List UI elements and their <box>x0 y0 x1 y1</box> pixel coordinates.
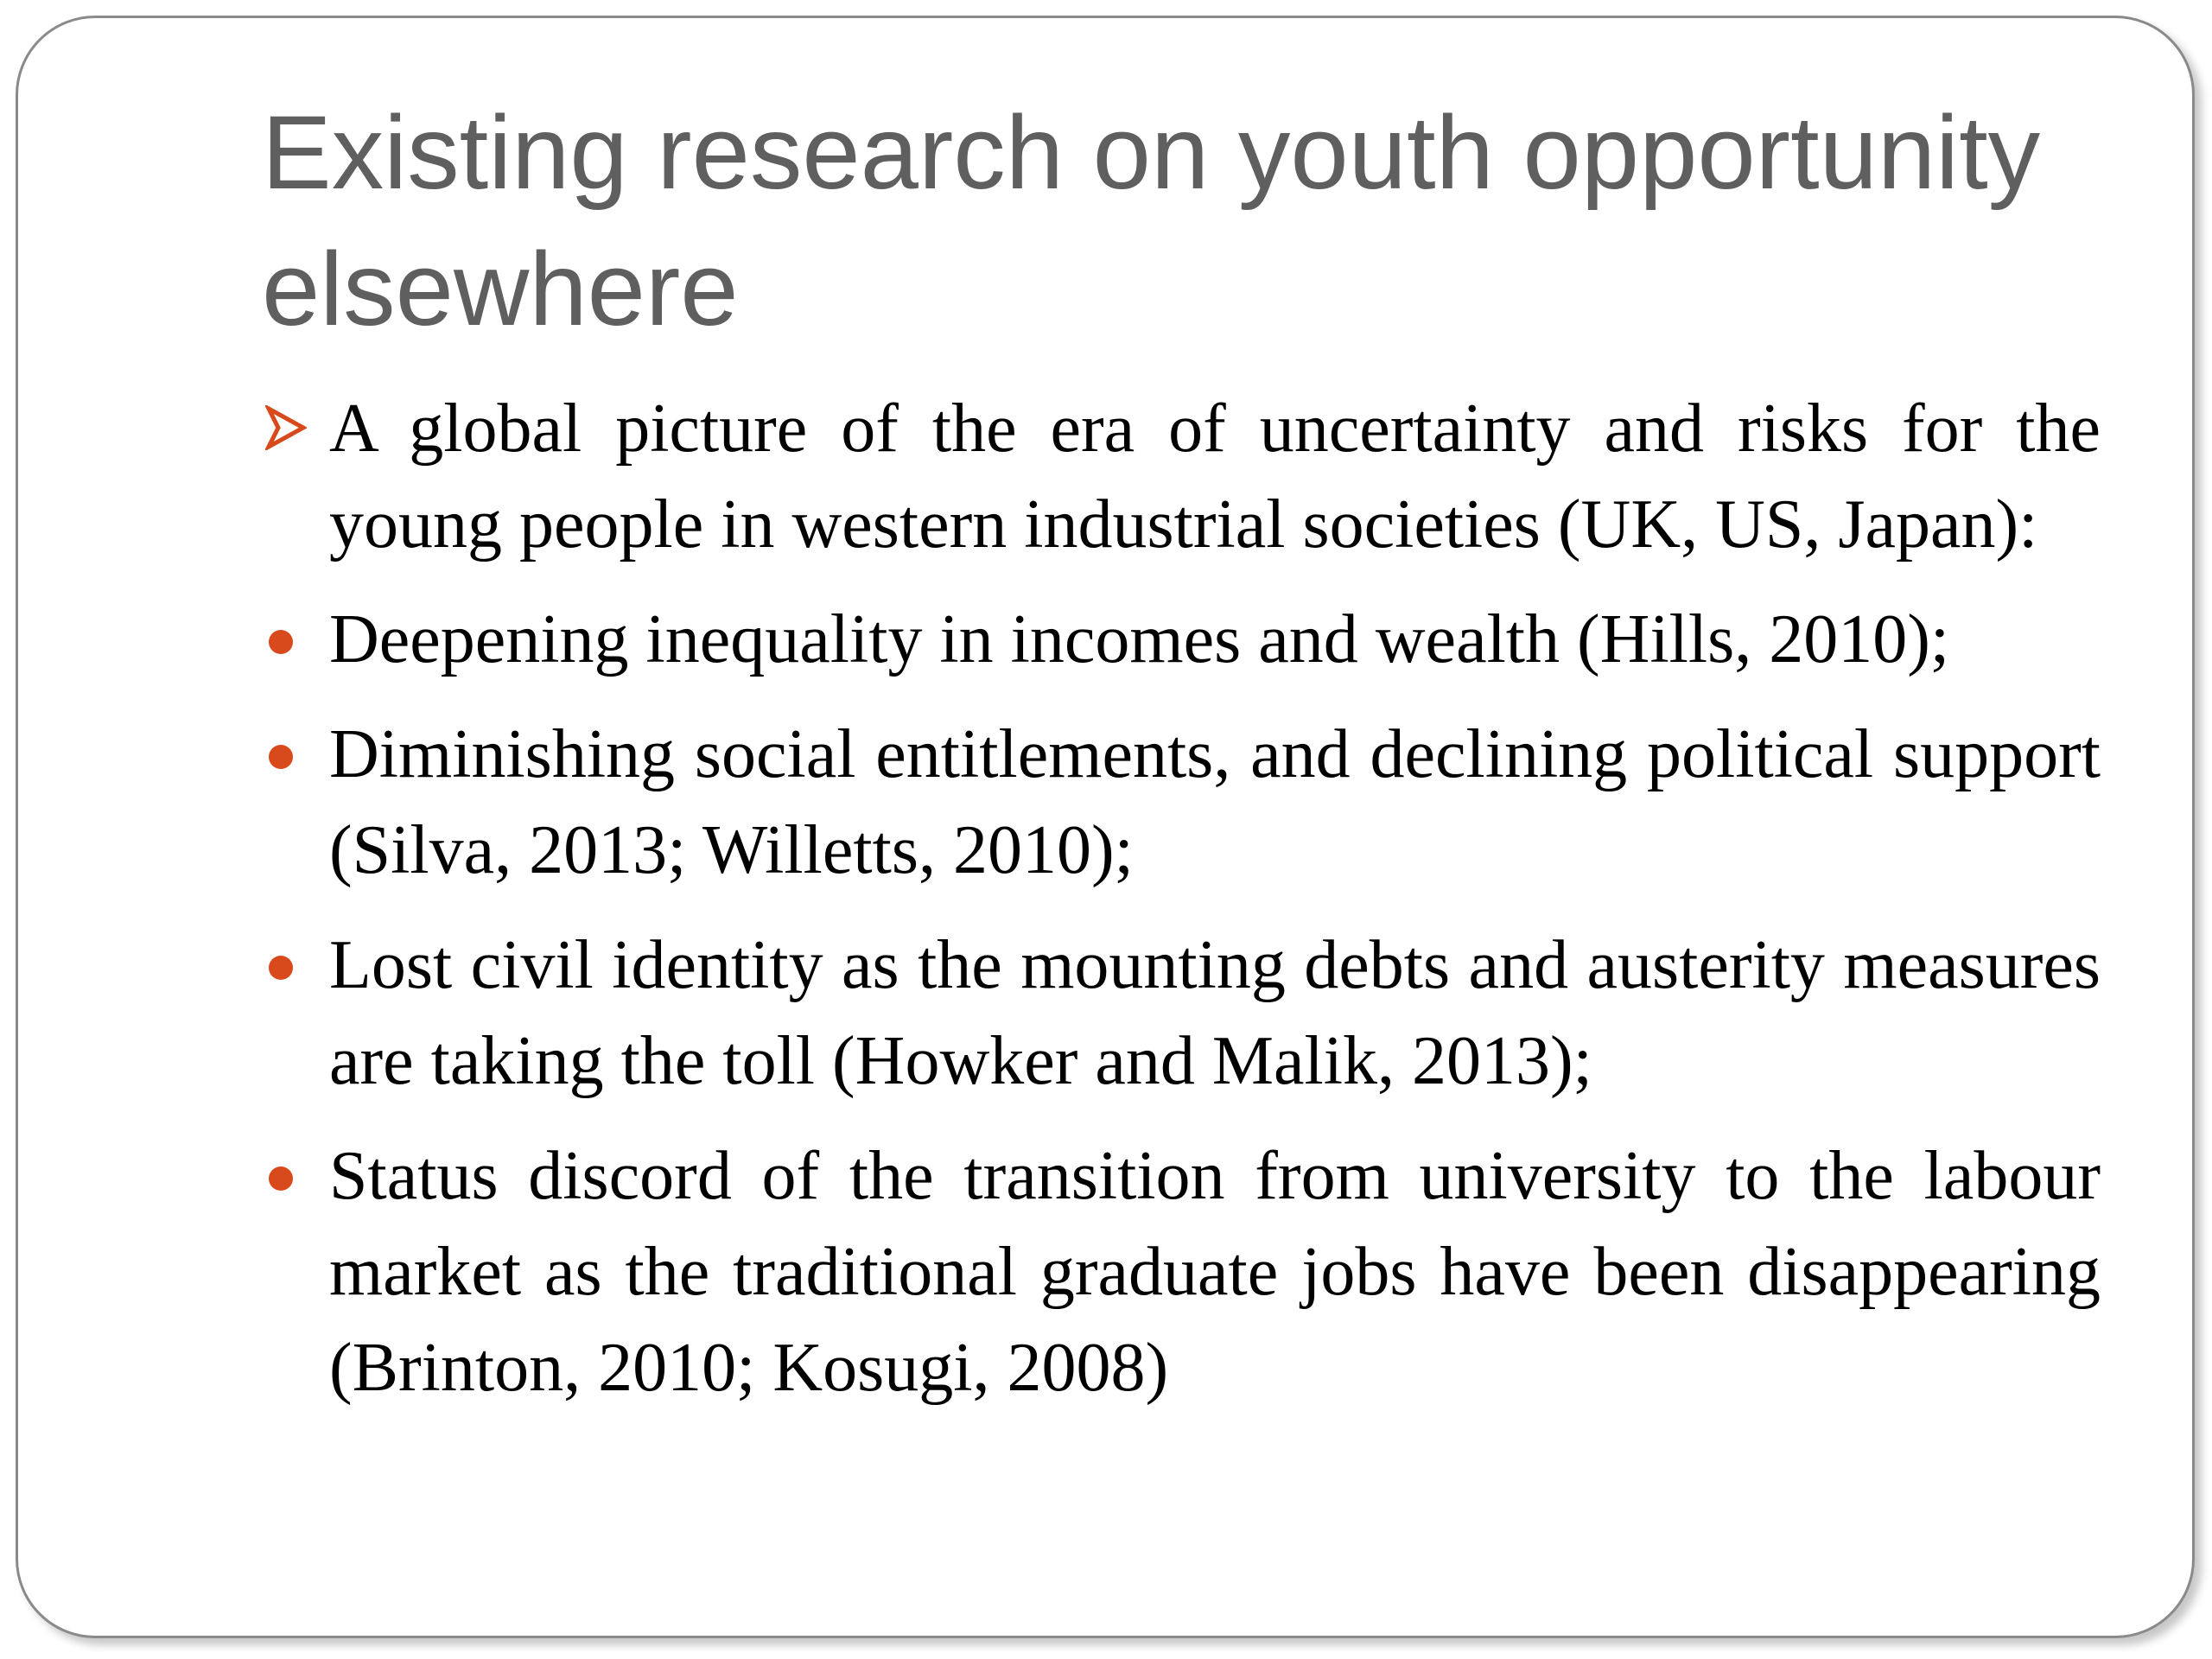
circle-bullet-marker <box>262 707 314 803</box>
circle-bullet-icon <box>269 1166 293 1191</box>
list-item <box>262 381 2101 573</box>
circle-bullet-marker <box>262 592 314 688</box>
list-item <box>262 1128 2101 1416</box>
circle-bullet-marker <box>262 918 314 1014</box>
list-item-text: A global picture of the era of uncertainty and risks for the young people in western industrial societies (UK, US, Japan): <box>329 391 2101 563</box>
list-item <box>262 707 2101 899</box>
list-item <box>262 592 2101 688</box>
list-item-text: Status discord of the transition from university to the labour market as the traditional graduate jobs have been disappearing (Brinton, 2010; Kosugi, 2008) <box>329 1138 2101 1406</box>
slide-title: Existing research on youth opportunity elsewhere <box>262 93 2041 347</box>
list-item <box>262 918 2101 1109</box>
list-item-text: Diminishing social entitlements, and declining political support (Silva, 2013; Willetts, 2010); <box>329 716 2101 888</box>
circle-bullet-icon <box>269 630 293 654</box>
list-item-text: Lost civil identity as the mounting debts and austerity measures are taking the toll (Howker and Malik, 2013); <box>329 927 2101 1099</box>
circle-bullet-icon <box>269 956 293 980</box>
arrow-bullet-icon <box>265 405 307 450</box>
slide-frame <box>16 16 2195 1638</box>
list-item-text: Deepening inequality in incomes and wealth (Hills, 2010); <box>329 601 1950 677</box>
arrow-bullet-marker <box>262 381 314 477</box>
bullet-list <box>262 381 2101 1416</box>
circle-bullet-marker <box>262 1128 314 1224</box>
circle-bullet-icon <box>269 745 293 769</box>
